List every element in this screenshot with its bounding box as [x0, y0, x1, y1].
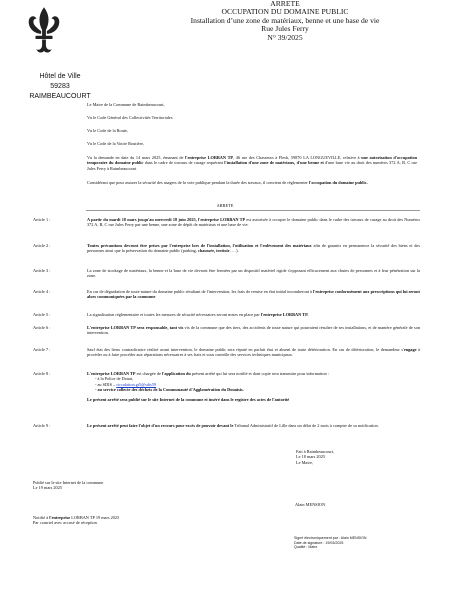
article-segment: En cas de dégradation de toute nature du domaine public résultant de l'intervention, les frais de remise en état initial incomberont à: [87, 289, 314, 294]
header-line: Rue Jules Ferry: [261, 24, 309, 34]
article-segment: l'entreprise LORBAN TP.: [260, 312, 309, 317]
esign-quality: Qualité : Maire: [294, 545, 318, 550]
article-label: Article 6 :: [33, 325, 51, 330]
mayor-name: Alain MENSION: [295, 502, 326, 507]
esign-date: Date de signature : 19/03/2025: [294, 540, 344, 545]
article-label: Article 2 :: [33, 243, 51, 248]
article-segment: L'entreprise LORBAN TP sera responsable, tant vis: [87, 325, 184, 330]
article-segment: La zone de stockage de matériaux, la benne et la base de vie devront être fermées par un dispositif matériel rigide s'opposant efficacement aux chutes de personnes et à leur pénétration sur la zone.: [87, 268, 420, 279]
article-label: Article 5 :: [33, 312, 51, 317]
article-segment: vis de la commune que des tiers, des accidents de toute nature qui pourraient résulter de ses installations, et de manière générale de son intervention.: [87, 325, 420, 336]
signature-place: Fait à Raimbeaucourt,: [296, 449, 335, 454]
vu-cgct: Vu le Code Général des Collectivités Territoriales: [87, 115, 173, 120]
recipient-text: au SDIS –: [97, 381, 117, 387]
article-text: [87, 217, 420, 228]
header-line: Installation d’une zone de matériaux, benne et une base de vie: [190, 15, 380, 25]
article-segment: afin de garantir en permanence la sécurité des biens et des personnes ainsi que la préservation du domaine public (parking,: [87, 243, 420, 254]
article-segment: l'entreprise conformément aux prescriptions qui lui seront alors communiquées par la commune: [87, 289, 420, 300]
sdis-email-link[interactable]: circulation.gt5@sdis59: [116, 381, 157, 387]
notification-method: Par courriel avec accusé de réception: [33, 520, 97, 526]
recipient-item: [87, 387, 420, 392]
notification-line: Notifié à l'entreprise LORBAN TP 19 mars 2025: [33, 515, 120, 520]
article-text: [87, 289, 420, 300]
list-bullet: -: [95, 386, 98, 392]
organization-address: 59283 RAIMBEAUCOURT: [29, 83, 91, 100]
article-segment: L'entreprise LORBAN TP: [87, 371, 136, 376]
publication-block: [33, 480, 233, 491]
article-segment: chaussée, trottoir: [197, 248, 230, 254]
publication-clause: Le présent arrêté sera publié sur le site Internet de la commune et inséré dans le registre des actes de l'autorité: [87, 397, 290, 403]
article-segment: Le présent arrêté peut faire l'objet d'un recours pour excès de pouvoir devant le: [87, 423, 234, 428]
recipient-text: au service collecte des déchets de la Communauté d'Agglomération du Douaisis.: [97, 386, 244, 392]
article-label: Article 8 :: [33, 371, 51, 376]
article-segment: Tribunal Administratif de Lille dans un délai de 2 mois à compter de sa notification.: [233, 423, 379, 428]
article-paragraph: [87, 289, 420, 300]
article-text: [87, 268, 420, 279]
article-paragraph: [87, 243, 420, 254]
divider: [86, 210, 420, 211]
article-segment: est chargée de: [135, 371, 162, 376]
article-segment: , …).: [229, 248, 239, 254]
article-label: Article 3 :: [33, 268, 51, 273]
article-segment: à procéder ou à faire procéder aux réparations nécessaires à ses frais et sous contrôle des services techniques municipaux.: [87, 347, 421, 358]
signature-date: Le 18 mars 2025: [296, 454, 325, 460]
list-bullet: -: [95, 376, 98, 382]
article-label: Article 4 :: [33, 289, 51, 294]
article-label: Article 1 :: [33, 217, 51, 222]
vu-voirie: Vu le Code de la Voirie Routière,: [87, 141, 144, 146]
article-label: Article 7 :: [33, 347, 51, 352]
article-paragraph: [87, 347, 420, 358]
fleur-de-lis-logo: [25, 5, 63, 55]
decree-header: [170, 0, 400, 42]
decree-heading: ARRETE: [216, 203, 234, 208]
signature-role: Le Maire,: [296, 459, 313, 465]
article-label: Article 9 :: [33, 423, 51, 428]
header-line: ARRETE: [270, 0, 300, 8]
article-paragraph: [87, 423, 420, 428]
article-segment: La signalisation réglementaire et toutes les mesures de sécurité nécessaires seront mises en place par: [87, 312, 261, 317]
article-segment: l'application du: [161, 371, 191, 376]
article-text: [87, 312, 420, 317]
article-segment: engage: [403, 347, 417, 352]
article-text: [87, 325, 420, 336]
article-text: [87, 347, 420, 358]
header-line: N° 39/2025: [267, 32, 303, 42]
article-paragraph: [87, 268, 420, 279]
article-segment: Toutes précautions devront être prises par l'entreprise lors de l'installation, l'utilisation et l'enlèvement des matériaux: [87, 243, 312, 248]
list-bullet: -: [95, 381, 98, 387]
mayor-line: Le Maire de la Commune de Raimbeaucourt,: [87, 102, 165, 107]
electronic-signature-stamp: [294, 536, 424, 550]
vu-route: Vu le Code de la Route,: [87, 128, 129, 133]
request-paragraph: Vu la demande en date du 14 mars 2025, émanant de l'entreprise LORBAN TP, 46 rue des Chasseurs à Flesh, 59870 LA LONGUEVILLE, relative à une autorisation d'occupation temporaire du domaine public dans le cadre de travaux de curage requérant l'installation d'une zone de matériaux, d'une benne et d'une base vie au droit des numéros 372 A, B, C rue Jules Ferry à Raimbeaucourt: [87, 155, 418, 171]
article-segment: A partir du mardi 18 mars jusqu'au mercredi 18 juin 2025, l'entreprise LORBAN TP: [87, 217, 246, 222]
esign-line: Signé électroniquement par : Alain MENSION: [294, 536, 367, 540]
article-segment: Sauf état des lieux contradictoire réalisé avant intervention, le domaine public sera réputé en parfait état et absent de toute détérioration. En cas de détérioration, le demandeur s': [87, 347, 404, 352]
town-hall-block: [20, 72, 100, 102]
article-paragraph: [87, 325, 420, 336]
organization-name: Hôtel de Ville: [39, 73, 81, 80]
considering-paragraph: Considérant que pour assurer la sécurité des usagers de la voie publique pendant la durée des travaux, il convient de réglementer l'occupation du domaine public.: [87, 180, 368, 185]
article-paragraph: [87, 312, 420, 317]
signature-block: [296, 449, 406, 465]
article-segment: est autorisée à occuper le domaine public dans le cadre des travaux de curage au droit des Numéros 372 A, B, C rue Jules Ferry par une benne, une zone de dépôt de matériaux et une base de vie.: [87, 217, 420, 228]
article-text: [87, 423, 420, 428]
header-line: OCCUPATION DU DOMAINE PUBLIC: [221, 7, 349, 17]
publication-line: Publié sur le site Internet de la commune: [33, 480, 104, 485]
publication-date: Le 19 mars 2025: [33, 485, 62, 491]
recipient-text: à la Police de Douai,: [97, 376, 134, 382]
notification-block: [33, 515, 253, 526]
article-text: [87, 371, 420, 402]
article-segment: présent arrêté qui lui sera notifié et dont copie sera transmise pour information :: [190, 371, 329, 376]
article-text: [87, 243, 420, 254]
article-paragraph: [87, 217, 420, 228]
